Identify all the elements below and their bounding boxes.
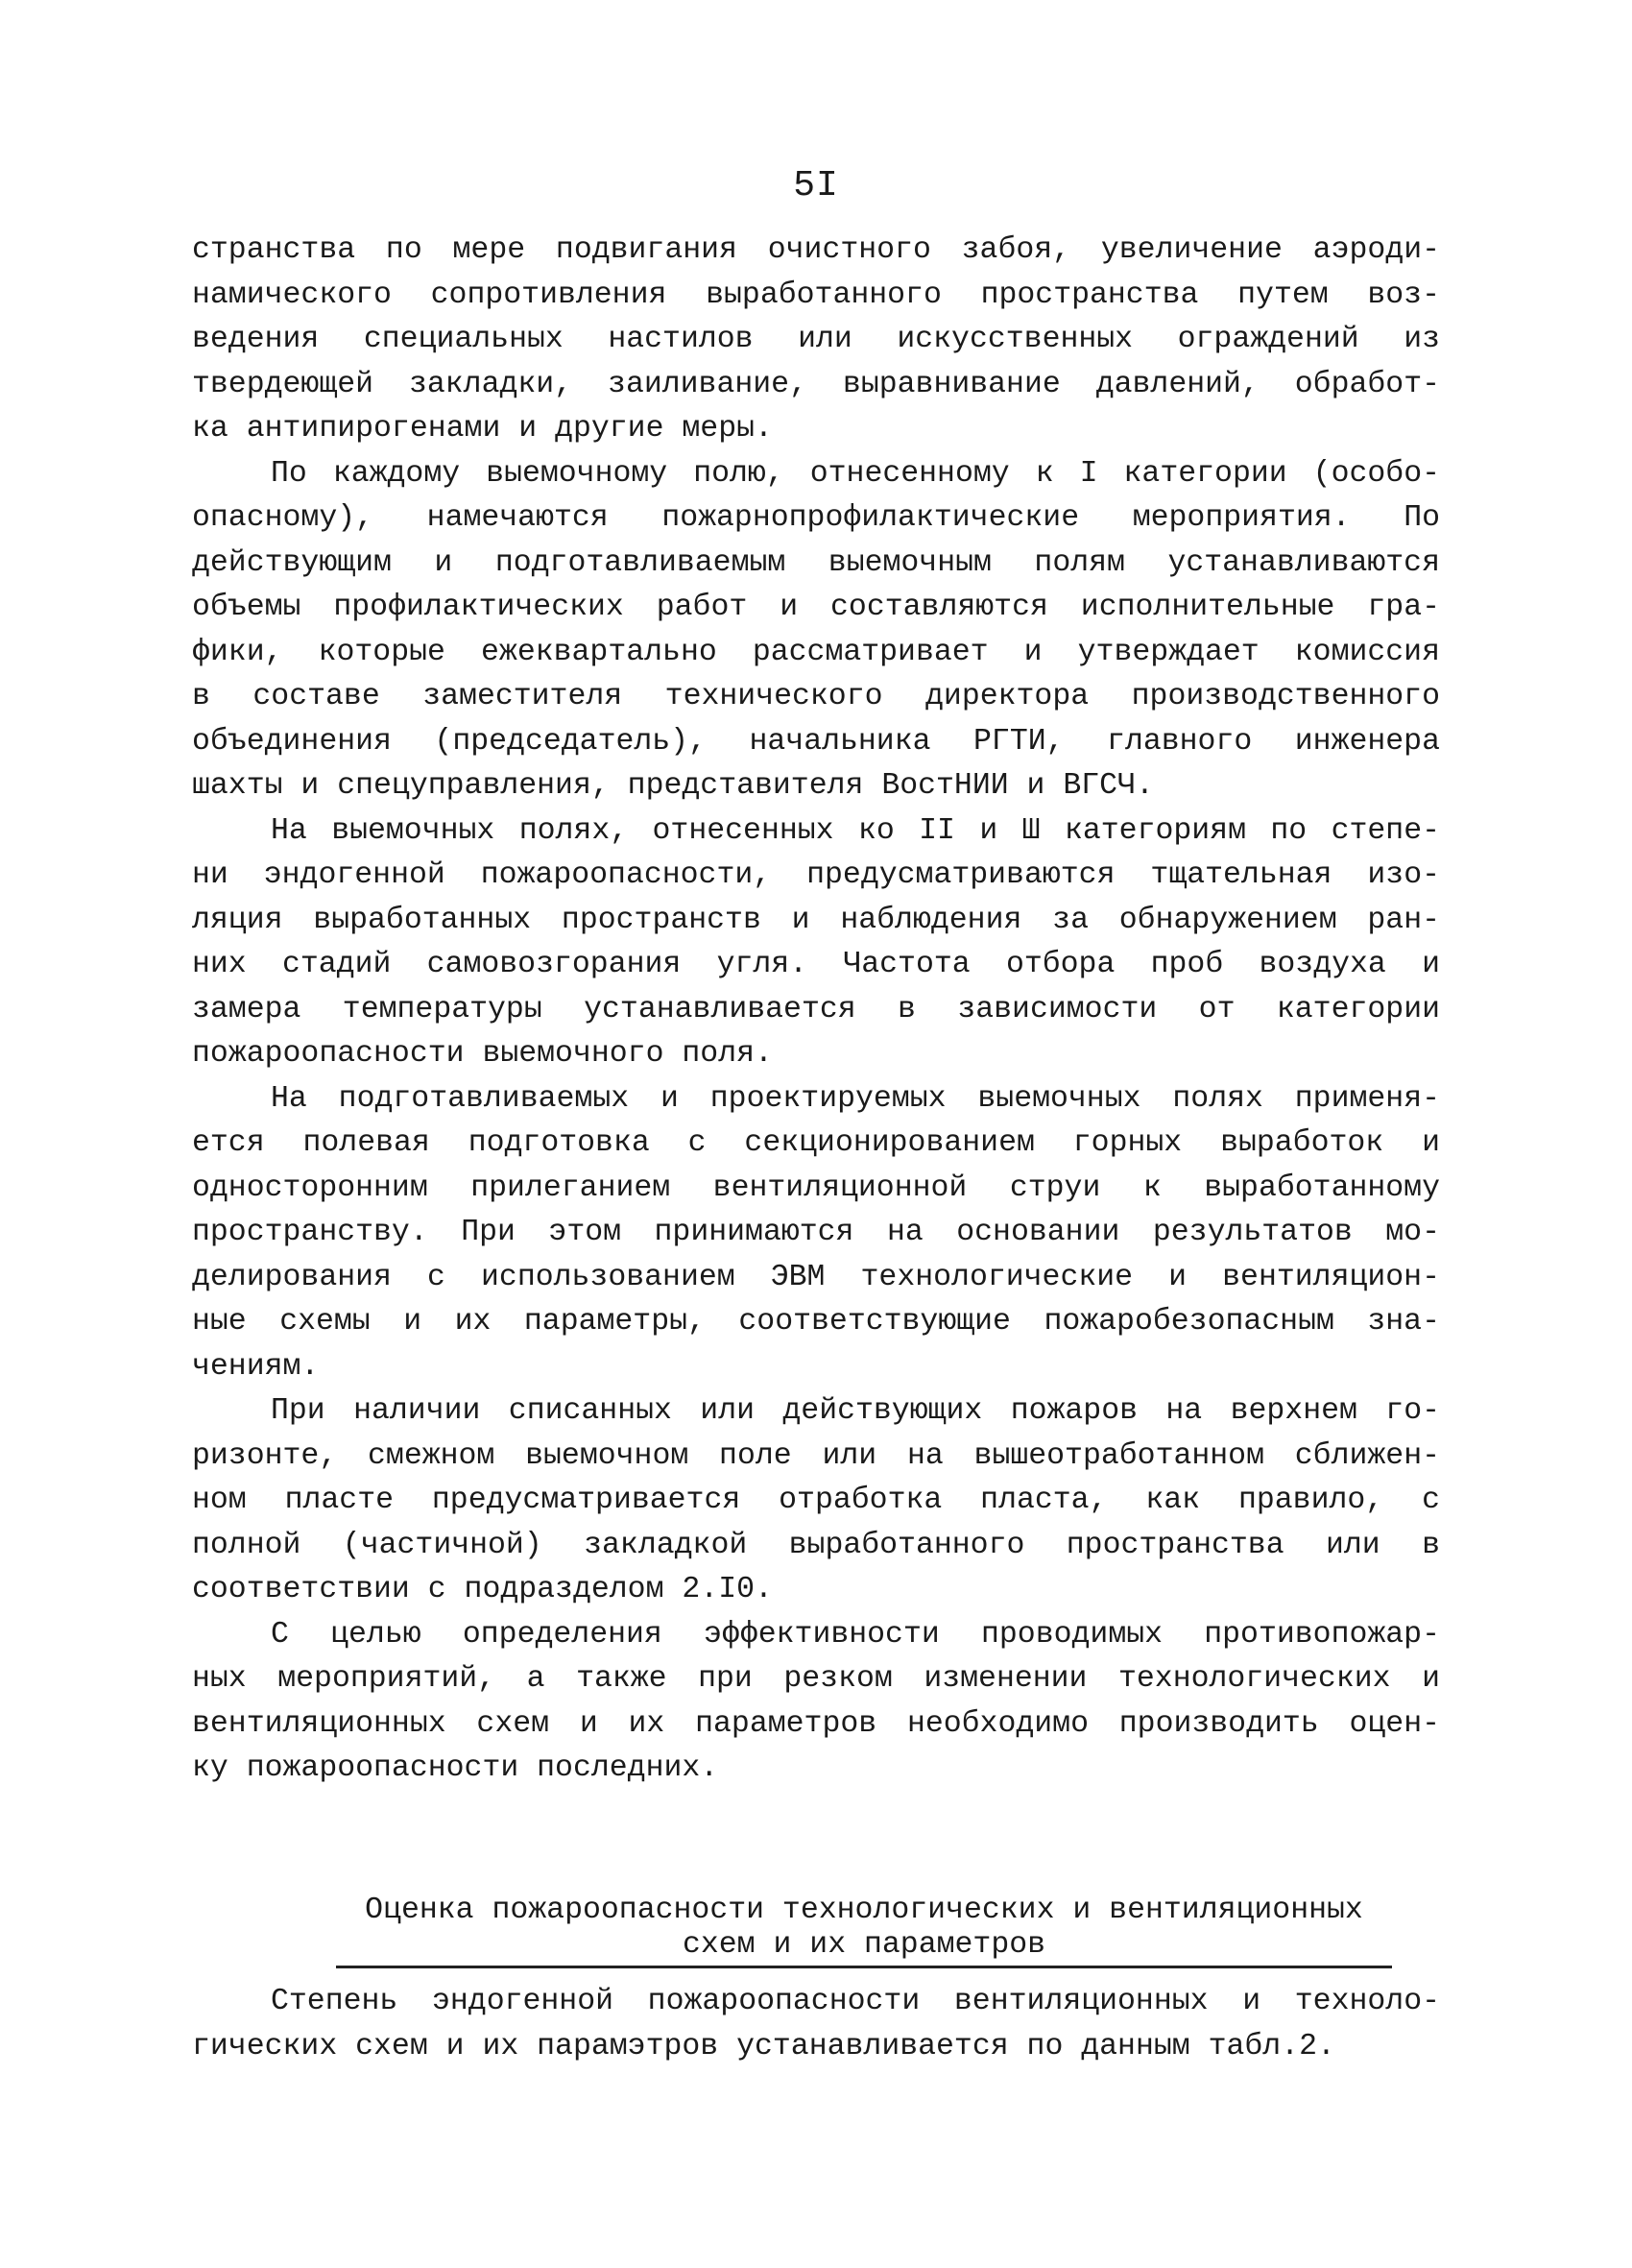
text-line: На подготавливаемых и проектируемых выемочных полях применя- [271, 1081, 1440, 1116]
text-line: опасному), намечаются пожарнопрофилактические мероприятия. По [192, 501, 1440, 535]
text-line: ном пласте предусматривается отработка пласта, как правило, с [192, 1484, 1440, 1517]
paragraph-7 [192, 1980, 1440, 2069]
text-line: Степень эндогенной пожароопасности вентиляционных и техноло- [271, 1985, 1440, 2018]
closing-text [192, 1980, 1440, 2069]
text-line: намического сопротивления выработанного пространства путем воз- [192, 277, 1440, 312]
text-line: объединения (председатель), начальника РГТИ, главного инженера [192, 724, 1440, 759]
text-line: замера температуры устанавливается в зависимости от категории [192, 992, 1440, 1026]
text-line: в составе заместителя технического директора производственного [192, 680, 1440, 713]
paragraph-3 [192, 809, 1440, 1077]
text-line: На выемочных полях, отнесенных ко II и Ш категориям по степе- [271, 813, 1440, 848]
text-line: ляция выработанных пространств и наблюдения за обнаружением ран- [192, 903, 1440, 937]
text-line: действующим и подготавливаемым выемочным полям устанавливаются [192, 545, 1440, 580]
section-heading-line-2: схем и их параметров [682, 1928, 1046, 1962]
text-line: них стадий самовозгорания угля. Частота отбора проб воздуха и [192, 948, 1440, 981]
text-line: странства по мере подвигания очистного забоя, увеличение аэроди- [192, 233, 1440, 267]
paragraph-6 [192, 1613, 1440, 1792]
text-line: фики, которые ежеквартально рассматривает и утверждает комиссия [192, 635, 1440, 669]
body-text [192, 229, 1440, 1792]
heading-underline [336, 1966, 1392, 1968]
section-heading [326, 1894, 1402, 1963]
text-line: При наличии списанных или действующих пожаров на верхнем го- [271, 1394, 1440, 1428]
paragraph-4 [192, 1077, 1440, 1390]
text-line: ризонте, смежном выемочном поле или на вышеотработанном сближен- [192, 1438, 1440, 1473]
text-line: ных мероприятий, а также при резком изменении технологических и [192, 1662, 1440, 1696]
paragraph-5 [192, 1389, 1440, 1613]
text-line: делирования с использованием ЭВМ технологические и вентиляцион- [192, 1260, 1440, 1294]
text-line: По каждому выемочному полю, отнесенному к I категории (особо- [271, 456, 1440, 491]
page-number: 5I [793, 165, 839, 206]
text-line: вентиляционных схем и их параметров необходимо производить оцен- [192, 1706, 1440, 1741]
text-line: С целью определения эффективности проводимых противопожар- [271, 1617, 1440, 1652]
paragraph-1 [192, 229, 1440, 452]
text-line: гических схем и их парамэтров устанавливается по данным табл.2. [192, 2029, 1335, 2063]
paragraph-2 [192, 452, 1440, 809]
text-line: ка антипирогенами и другие меры. [192, 412, 773, 446]
text-line: односторонним прилеганием вентиляционной струи к выработанному [192, 1170, 1440, 1205]
text-line: ку пожароопасности последних. [192, 1751, 719, 1785]
text-line: ведения специальных настилов или искусственных ограждений из [192, 323, 1440, 356]
text-line: чениям. [192, 1349, 320, 1384]
section-heading-line-1: Оценка пожароопасности технологических и вентиляционных [365, 1894, 1363, 1927]
text-line: ется полевая подготовка с секционированием горных выработок и [192, 1126, 1440, 1160]
text-line: объемы профилактических работ и составляются исполнительные гра- [192, 591, 1440, 624]
text-line: пожароопасности выемочного поля. [192, 1037, 773, 1071]
text-line: пространству. При этом принимаются на основании результатов мо- [192, 1216, 1440, 1249]
text-line: полной (частичной) закладкой выработанного пространства или в [192, 1528, 1440, 1562]
text-line: ные схемы и их параметры, соответствующие пожаробезопасным зна- [192, 1305, 1440, 1339]
text-line: шахты и спецуправления, представителя ВостНИИ и ВГСЧ. [192, 769, 1154, 803]
text-line: соответствии с подразделом 2.I0. [192, 1573, 773, 1606]
text-line: ни эндогенной пожароопасности, предусматриваются тщательная изо- [192, 858, 1440, 892]
text-line: твердеющей закладки, заиливание, выравнивание давлений, обработ- [192, 367, 1440, 401]
